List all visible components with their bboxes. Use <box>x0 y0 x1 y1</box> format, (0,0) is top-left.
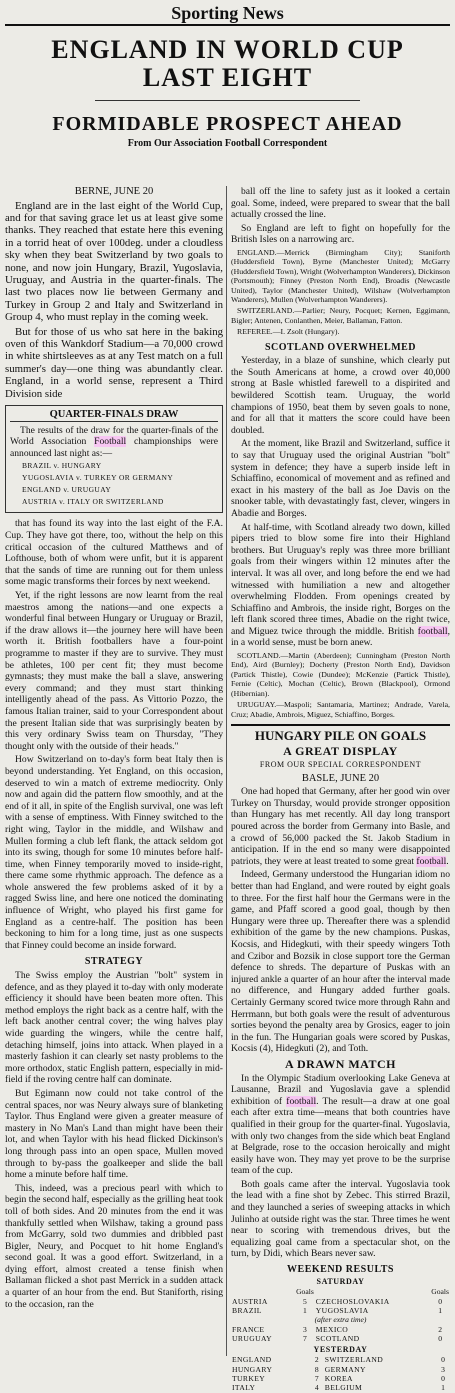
display-byline: FROM OUR SPECIAL CORRESPONDENT <box>259 760 422 770</box>
paragraph: Yet, if the right lessons are now learnt from the real maestros among the nations—and one expects a wonderful final between Hungary or Uruguay or Brazil, if the draw allows it—the journey here will have been worth it. British footballers have a four-point programme to master if they are to survive. They must be athletes, 100 per cent fit; they must become gymnasts; they must make the ball a slave, answering every command; and they must start thinking intelligently ahead of the pass. As Vittorio Pozzo, the famous Italian trainer, said to your Correspondent about the present Italian side that was surprisingly beaten by this very ordinary Swiss team on Thursday, "They thought only with the outside of their heads." <box>5 590 223 752</box>
lead-paragraph: England are in the last eight of the World Cup, and for that saving grace let us at least give some thanks. They reached that estate here this evening in a torrid heat of over 100deg. under a cloudless sky when they beat Switzerland by two goals to none, and now join Hungary, Brazil, Yugoslavia, Uruguay, and Austria in the quarter-finals. The last two places now lie between Germany and Turkey in Group 2 and Italy and Switzerland in Group 4, who must replay in the coming week. <box>5 199 223 324</box>
table-row: BRAZIL 1 YUGOSLAVIA 1 <box>232 1306 443 1316</box>
paragraph: So England are left to fight on hopefully for the British Isles on a narrowing arc. <box>231 222 450 246</box>
highlighted-word: football <box>286 1095 317 1107</box>
yesterday-label: YESTERDAY <box>313 1344 368 1354</box>
paragraph: This, indeed, was a precious pearl with which to begin the second half, especially as the grilling heat took toll of both sides. And 20 minutes from the end it was thankfully settled when Wilshaw, taking a ground pass from McGarry, sold two dummies and dribbled past Bigler, Neury, and Pocquet to hit home England's second goal. It was a good effort. Switzerland, in a dying effort, almost created a tense finish when Ballaman flicked a shot past Merrick in a sudden attack a quarter of an hour from the end. But Staniforth, rising to the occasion, ran the <box>5 1182 223 1310</box>
strategy-heading: STRATEGY <box>84 956 144 968</box>
dateline: BERNE, JUNE 20 <box>74 186 154 197</box>
table-row: HUNGARY 8 GERMANY 3 <box>232 1364 445 1374</box>
table-row: ENGLAND 2 SWITZERLAND 0 <box>232 1355 445 1365</box>
fixture-item: BRAZIL v. HUNGARY <box>22 461 102 471</box>
table-row: ITALY 4 BELGIUM 1 <box>232 1383 445 1393</box>
highlighted-word: Football <box>94 436 127 448</box>
paragraph: At the moment, like Brazil and Switzerland, suffice it to say that Uruguay used the original Austrian "bolt" system in defence; they have a superb inside left in Schiaffino, economical of movement and as refined and exact in his mastery of the ball as Joe Davis on the snooker table, with devastatingly fast, clever, wingers in Abadie and Borges. <box>231 438 450 519</box>
headline-line-2: LAST EIGHT <box>142 63 313 92</box>
byline: From Our Association Football Correspondent <box>127 138 328 149</box>
yesterday-results-table <box>231 1355 450 1393</box>
table-row: URUGUAY 7 SCOTLAND 0 <box>232 1334 443 1344</box>
box-title: QUARTER-FINALS DRAW <box>10 409 218 422</box>
paragraph: that has found its way into the last eight of the F.A. Cup. They have got there, too, without the help on this critical occasion of the cultured Matthews and of Lofthouse, both of whom were unfit, but it is apparent that the sands of time are running out for them unless some magic transforms their forces by next weekend. <box>5 518 223 588</box>
table-note-row: (after extra time) <box>314 1315 367 1325</box>
highlighted-word: football <box>417 625 448 637</box>
fixture-item: AUSTRIA v. ITALY OR SWITZERLAND <box>22 497 164 507</box>
goals-header: Goals <box>296 1287 314 1297</box>
table-row: TURKEY 7 KOREA 0 <box>232 1374 445 1384</box>
paragraph: How Switzerland on to-day's form beat Italy then is beyond understanding. Yet England, on this occasion, deserved to win a match of extreme mediocrity. Only now and again did the pattern flow smoothly, and at the end of it all, in spite of the English survival, one was left with a sense of emptiness. With Finney switched to the right wing, Taylor in the middle, and Wilshaw and Mullen forming a club left flank, the attack seldom got into its swing, though for some 10 minutes before half-time, when Finney temporarily moved to inside-right, there came some rhythmic approach. The defence as a whole answered the few problems asked of it by a ragged Swiss line, and here one noticed the dominating influence of Wright, who played his first game for England as a centre-half. The position has been beckoning to him for a long time, just as one suspects that Finney could become an inside forward. <box>5 754 223 951</box>
paragraph: In the Olympic Stadium overlooking Lake Geneva at Lausanne, Brazil and Yugoslavia gave a splendid exhibition of football. The result—a draw at one goal each after extra time—means that both countries have qualified in their group for the quarter-final. Yugoslavia, with only two changes from the side which beat England at Belgrade, rose to the occasion heroically and might easily have won. They may yet prove to be the surprise team of the cup. <box>231 1072 450 1177</box>
hungary-heading: HUNGARY PILE ON GOALS <box>231 724 450 742</box>
main-headline <box>5 36 450 92</box>
paragraph: Both goals came after the interval. Yugoslavia took the lead with a fine shot by Zebec. This stirred Brazil, and they launched a series of sweeping attacks in which Julinho at outside right was the star. Three times he went near to scoring with tremendous drives, but the equalizing goal came from a spectacular shot, on the turn, by Didi, which Bears never saw. <box>231 1178 450 1260</box>
paragraph: The Swiss employ the Austrian "bolt" system in defence, and as they played it to-day with only moderate efficiency it should have been beaten more often. This method employs the right back as a centre half, with the left back another central cover; the wing halves play wide guarding the wingers, while the centre half, detaching himself, joins into attack. When played in a masterly fashion it can clearly set nasty problems to the more orthodox, static English pattern, especially in mid-field if the roving centre half can dominate. <box>5 970 223 1086</box>
table-row: AUSTRIA 5 CZECHOSLOVAKIA 0 <box>232 1296 443 1306</box>
paragraph: But for those of us who sat here in the baking oven of this Wankdorf Stadium—a 70,000 crowd in white shirtsleeves as at any Test match on a full summer's day—one thing was abundantly clear. England, in a world sense, represent a Third Division side <box>5 325 223 400</box>
lineup-scotland: SCOTLAND.—Martin (Aberdeen); Cunningham (Preston North End), Aird (Burnley); Docherty (Preston North End), Davidson (Partick Thistle), Cowie (Dundee); McKenzie (Partick Thistle), Fernie (Celtic), Mochan (Celtic), Brown (Blackpool), Ormond (Hibernian). <box>231 651 450 698</box>
table-header-row <box>231 1287 450 1296</box>
lineup-uruguay: URUGUAY.—Maspoli; Santamaria, Martinez; Andrade, Varela, Cruz; Abadie, Ambrois, Miguez, Schiaffino, Borges. <box>231 700 450 719</box>
display-heading: A GREAT DISPLAY <box>283 743 398 758</box>
box-text: The results of the draw for the quarter-finals of the World Association Football championships were announced last night as:— <box>10 424 219 459</box>
right-column <box>231 186 450 1393</box>
fixture-item: YUGOSLAVIA v. TURKEY OR GERMANY <box>22 473 174 483</box>
headline-rule <box>95 100 360 101</box>
section-title: Sporting News <box>5 0 450 26</box>
left-column <box>5 186 223 1356</box>
highlighted-word: football <box>416 855 447 867</box>
referee: REFEREE.—I. Zsolt (Hungary). <box>237 327 340 337</box>
table-row: FRANCE 3 MEXICO 2 <box>232 1324 443 1334</box>
paragraph: At half-time, with Scotland already two down, killed pipers tried to blow some fire into their Highland brothers. But Uruguay's reply was three more brilliant goals from their wingers within 12 minutes after the interval. It was all over, and long before the end we had witnessed with humiliation a new and altogether overwhelming Flodden. From openings created by Schiaffino and Ambrois, the inside right, Borges on the left flank scored three times, Abadie on the right twice, and Miguez twice through the middle. British football, in a world sense, must be born anew. <box>231 521 450 649</box>
paragraph: One had hoped that Germany, after her good win over Turkey on Thursday, would provide stronger opposition than Hungary has met recently. All day long transport poured across the border from Germany into Basle, and a crowd of 56,000 packed the St. Jakob Stadium in anticipation. If in the end so many were disappointed patriots, they were at least treated to some great football. <box>231 786 450 867</box>
paragraph: But Egimann now could not take control of the central spaces, nor was Neury always sure of blanketing Taylor. Thus England were given a greater measure of mastery in No Man's Land than might have been their lot, and when Taylor with his head flicked Dickinson's long through pass into an open space, Mullen moved through to by-pass the goalkeeper and slide the ball home a minute before half time. <box>5 1087 223 1181</box>
article-columns <box>5 186 450 1393</box>
sub-headline: FORMIDABLE PROSPECT AHEAD <box>52 113 403 135</box>
paragraph: Yesterday, in a blaze of sunshine, which clearly put the South Americans at home, a crowd over 40,000 strong at Basle whistled farewell to a dispirited and bewildered Scottish team. Uruguay, the world champions of 1950, beat them by seven goals to none, and for all that it matters the score could have been doubled. <box>231 355 450 436</box>
scotland-heading: SCOTLAND OVERWHELMED <box>264 341 417 353</box>
saturday-label: SATURDAY <box>316 1276 365 1286</box>
drawn-match-heading: A DRAWN MATCH <box>285 1056 396 1071</box>
dateline: BASLE, JUNE 20 <box>301 772 380 784</box>
column-divider <box>226 186 227 1356</box>
results-heading: WEEKEND RESULTS <box>287 1264 394 1276</box>
paragraph: ball off the line to safety just as it looked a certain goal. Some, indeed, were prepared to swear that the ball actually crossed the line. <box>231 186 450 221</box>
fixture-item: ENGLAND v. URUGUAY <box>22 485 112 495</box>
headline-line-1: ENGLAND IN WORLD CUP <box>51 35 404 64</box>
lineup-switzerland: SWITZERLAND.—Parlier; Neury, Pocquet; Kernen, Eggimann, Bigler; Antenen, Conlanthen, Meier, Ballaman, Fatton. <box>231 306 450 325</box>
lineup-england: ENGLAND.—Merrick (Birmingham City); Staniforth (Huddersfield Town), Byrne (Manchester United); McGarry (Huddersfield Town), Wright (Wolverhampton Wanderers), Dickinson (Portsmouth); Finney (Preston North End), Broadis (Newcastle United), Taylor (Manchester United), Wilshaw (Wolverhampton Wanderers), Mullen (Wolverhampton Wanderers). <box>231 247 450 304</box>
paragraph: Indeed, Germany understood the Hungarian idiom no better than had England, and were routed by eight goals to three. For the first half hour the Germans were in the game, and Pfaff scored a good goal, though by then Hungary were three up. Thereafter there was a splendid exhibition of the game by the new champions. Puskas, Kocsis, and Hidegkuti, with their speedy wingers Toth and Czibor and Bozsik in close support tore the German defence to shreds. The departure of Puskas with an injured ankle a quarter of an hour after the interval made no difference, and Hungary added further goals. Certainly Germany scored twice more through Rahn and Herrmann, but both goals were the result of adventurous sorties beyond the penalty area by Grosics, eager to join in the fun. The Hungarian goals were scored by Puskas, Kocsis (4), Hidegkuti (2), and Toth. <box>231 869 450 1055</box>
saturday-results-table <box>231 1287 450 1343</box>
quarter-finals-box <box>5 405 223 513</box>
goals-header: Goals <box>431 1287 449 1297</box>
